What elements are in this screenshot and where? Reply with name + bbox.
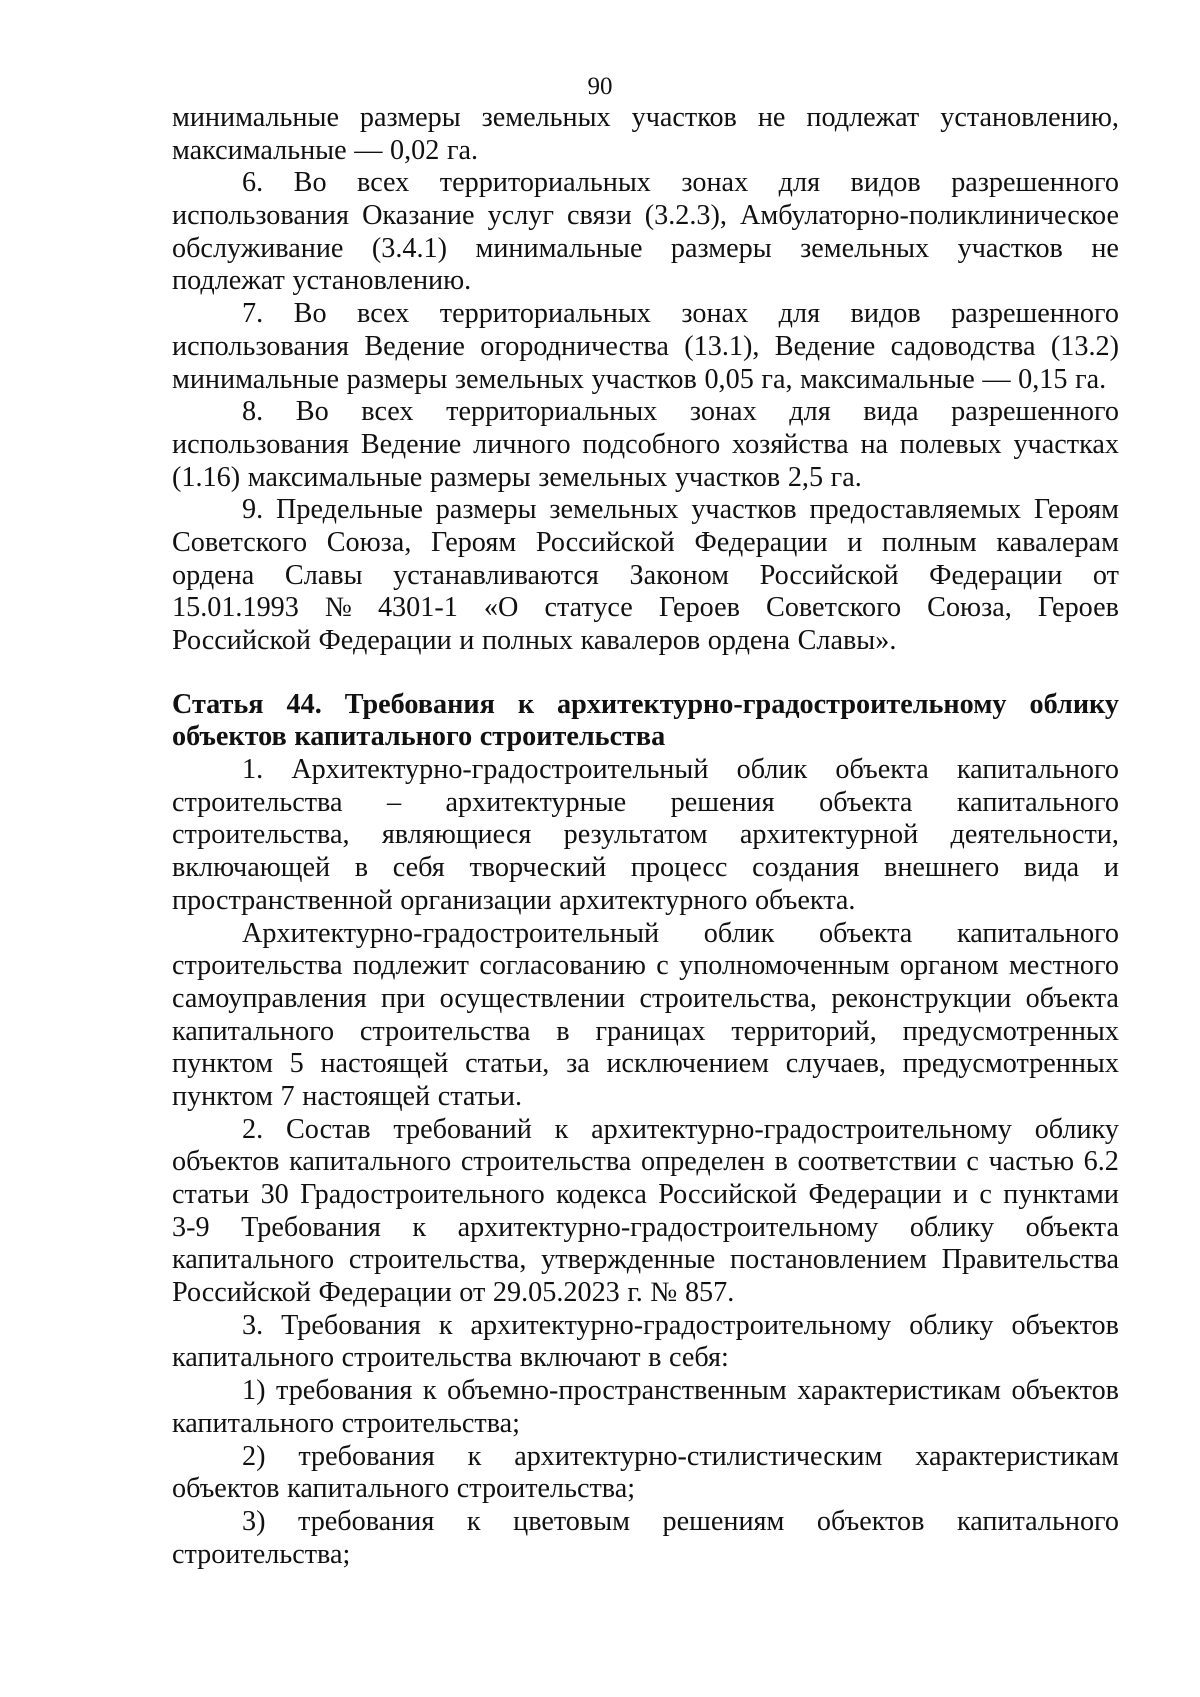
article-heading: [172, 689, 1119, 754]
text-line: 2. Состав требований к архитектурно-градостроительному облику: [242, 1113, 1119, 1145]
paragraph: [172, 102, 1119, 167]
paragraph: [172, 1441, 1119, 1506]
text-line: включающей в себя творческий процесс создания внешнего вида и: [172, 852, 1119, 884]
text-line: Российской Федерации и полных кавалеров ордена Славы».: [172, 625, 897, 656]
text-line: подлежат установлению.: [172, 265, 472, 297]
text-line: 1) требования к объемно-пространственным характеристикам объектов: [242, 1375, 1119, 1407]
text-line: статьи 30 Градостроительного кодекса Российской Федерации и с пунктами: [172, 1179, 1119, 1210]
text-line: использования Ведение личного подсобного хозяйства на полевых участках: [172, 428, 1119, 460]
text-line: 7. Во всех территориальных зонах для видов разрешенного: [242, 298, 1119, 330]
text-line: пунктом 7 настоящей статьи.: [172, 1080, 523, 1112]
text-line: капитального строительства, утвержденные постановлением Правительства: [172, 1244, 1119, 1276]
text-line: 3. Требования к архитектурно-градостроительному облику объектов: [242, 1309, 1119, 1341]
text-line: 6. Во всех территориальных зонах для видов разрешенного: [242, 167, 1119, 199]
text-line: объектов капитального строительства определен в соответствии с частью 6.2: [172, 1146, 1119, 1178]
text-line: 3-9 Требования к архитектурно-градостроительному облику объекта: [172, 1211, 1119, 1243]
text-line: 8. Во всех территориальных зонах для вида разрешенного: [242, 396, 1119, 428]
text-line: максимальные — 0,02 га.: [172, 134, 479, 166]
paragraph: [172, 1114, 1119, 1310]
text-line: самоуправления при осуществлении строительства, реконструкции объекта: [172, 982, 1119, 1014]
text-line: обслуживание (3.4.1) минимальные размеры земельных участков не: [172, 232, 1119, 264]
text-line: (1.16) максимальные размеры земельных участков 2,5 га.: [172, 461, 862, 493]
paragraph: [172, 494, 1119, 657]
text-line: строительства – архитектурные решения объекта капитального: [172, 786, 1119, 818]
text-line: Российской Федерации от 29.05.2023 г. № 857.: [172, 1277, 735, 1309]
text-line: Статья 44. Требования к архитектурно-градостроительному облику: [172, 688, 1119, 720]
text-line: объектов капитального строительства;: [172, 1473, 636, 1505]
text-line: использования Оказание услуг связи (3.2.3), Амбулаторно-поликлиническое: [172, 200, 1119, 232]
text-line: пунктом 5 настоящей статьи, за исключением случаев, предусмотренных: [172, 1048, 1119, 1080]
paragraph: [172, 167, 1119, 298]
text-line: строительства, являющиеся результатом архитектурной деятельности,: [172, 819, 1119, 851]
section-spacer: [172, 658, 1119, 689]
text-line: ордена Славы устанавливаются Законом Российской Федерации от: [172, 559, 1119, 591]
text-line: строительства;: [172, 1538, 351, 1570]
paragraph: [172, 298, 1119, 396]
text-line: 2) требования к архитектурно-стилистическим характеристикам: [242, 1440, 1119, 1472]
text-line: Советского Союза, Героям Российской Федерации и полным кавалерам: [172, 526, 1119, 558]
document-body: [172, 102, 1119, 1571]
text-line: 1. Архитектурно-градостроительный облик объекта капитального: [242, 754, 1119, 786]
paragraph: [172, 754, 1119, 917]
paragraph: [172, 1375, 1119, 1440]
text-line: капитального строительства в границах территорий, предусмотренных: [172, 1015, 1119, 1047]
paragraph: [172, 1506, 1119, 1571]
text-line: строительства подлежит согласованию с уполномоченным органом местного: [172, 950, 1119, 982]
text-line: капитального строительства включают в себя:: [172, 1342, 729, 1374]
page-number: 90: [587, 73, 613, 100]
paragraph: [172, 1310, 1119, 1375]
text-line: минимальные размеры земельных участков 0,05 га, максимальные — 0,15 га.: [172, 363, 1107, 395]
text-line: 3) требования к цветовым решениям объектов капитального: [242, 1505, 1119, 1537]
text-line: минимальные размеры земельных участков не подлежат установлению,: [172, 102, 1119, 133]
text-line: использования Ведение огородничества (13.1), Ведение садоводства (13.2): [172, 330, 1119, 362]
text-line: капитального строительства;: [172, 1407, 520, 1439]
text-line: пространственной организации архитектурного объекта.: [172, 884, 856, 916]
text-line: 15.01.1993 № 4301-1 «О статусе Героев Советского Союза, Героев: [172, 592, 1119, 624]
paragraph: [172, 396, 1119, 494]
paragraph: [172, 918, 1119, 1114]
text-line: объектов капитального строительства: [172, 721, 666, 753]
text-line: 9. Предельные размеры земельных участков предоставляемых Героям: [242, 494, 1119, 526]
text-line: Архитектурно-градостроительный облик объекта капитального: [242, 917, 1119, 949]
